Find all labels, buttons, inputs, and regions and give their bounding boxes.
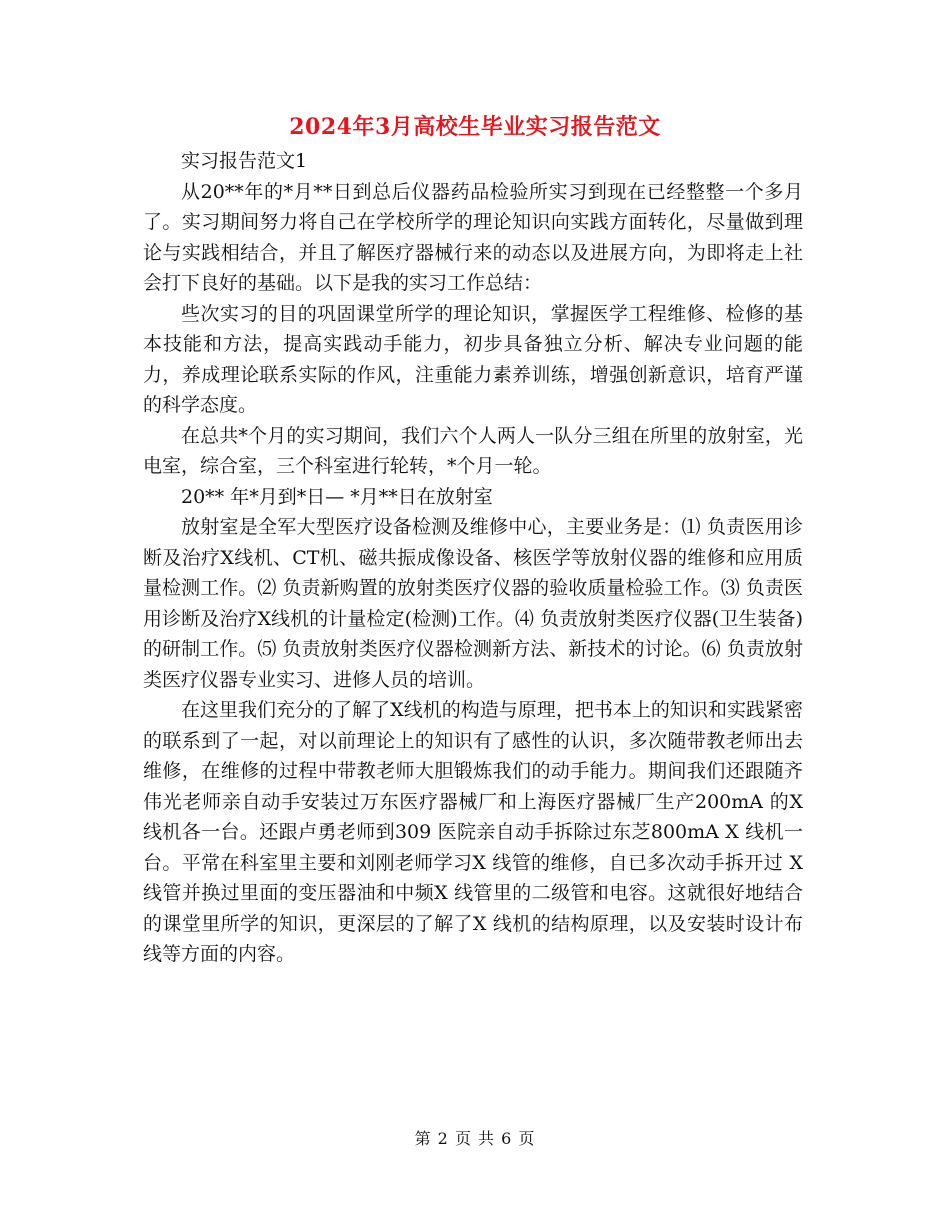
paragraph-intro: 从20**年的*月**日到总后仪器药品检验所实习到现在已经整整一个多月了。实习期间努力将自己在学校所学的理论知识向实践方面转化，尽量做到理论与实践相结合，并且了解医疗器械行来的动态以及进展方向，为即将走上社会打下良好的基础。以下是我的实习工作总结： — [143, 180, 803, 294]
section-heading: 实习报告范文1 — [181, 150, 308, 172]
page-number-footer: 第 2 页 共 6 页 — [414, 1129, 536, 1148]
paragraph-period: 20** 年*月到*日— *月**日在放射室 — [181, 485, 493, 508]
document-body — [143, 146, 803, 970]
paragraph-radiology-duties: 放射室是全军大型医疗设备检测及维修中心，主要业务是：⑴ 负责医用诊断及治疗X线机、CT机、磁共振成像设备、核医学等放射仪器的维修和应用质量检测工作。⑵ 负责新购置的放射类医疗仪器的验收质量检验工作。⑶ 负责医用诊断及治疗X线机的计量检定(检测)工作。⑷ 负责放射类医疗仪器(卫生装备)的研制工作。⑸ 负责放射类医疗仪器检测新方法、新技术的讨论。⑹ 负责放射类医疗仪器专业实习、进修人员的培训。 — [143, 516, 803, 691]
paragraph-rotation: 在总共*个月的实习期间，我们六个人两人一队分三组在所里的放射室，光电室，综合室，三个科室进行轮转，*个月一轮。 — [143, 424, 803, 477]
document-title: 2024年3月高校生毕业实习报告范文 — [289, 114, 661, 140]
paragraph-xray-experience: 在这里我们充分的了解了X线机的构造与原理，把书本上的知识和实践紧密的联系到了一起，对以前理论上的知识有了感性的认识，多次随带教老师出去维修，在维修的过程中带教老师大胆锻炼我们的动手能力。期间我们还跟随齐伟光老师亲自动手安装过万东医疗器械厂和上海医疗器械厂生产200mA 的X 线机各一台。还跟卢勇老师到309 医院亲自动手拆除过东芝800mA X 线机一台。平常在科室里主要和刘刚老师学习X 线管的维修，自已多次动手拆开过 X 线管并换过里面的变压器油和中频X 线管里的二级管和电容。这就很好地结合的课堂里所学的知识，更深层的了解了X 线机的结构原理，以及安装时设计布线等方面的内容。 — [143, 699, 803, 965]
paragraph-purpose: 些次实习的目的巩固课堂所学的理论知识，掌握医学工程维修、检修的基本技能和方法，提高实践动手能力，初步具备独立分析、解决专业问题的能力，养成理论联系实际的作风，注重能力素养训练，增强创新意识，培育严谨的科学态度。 — [143, 302, 803, 416]
